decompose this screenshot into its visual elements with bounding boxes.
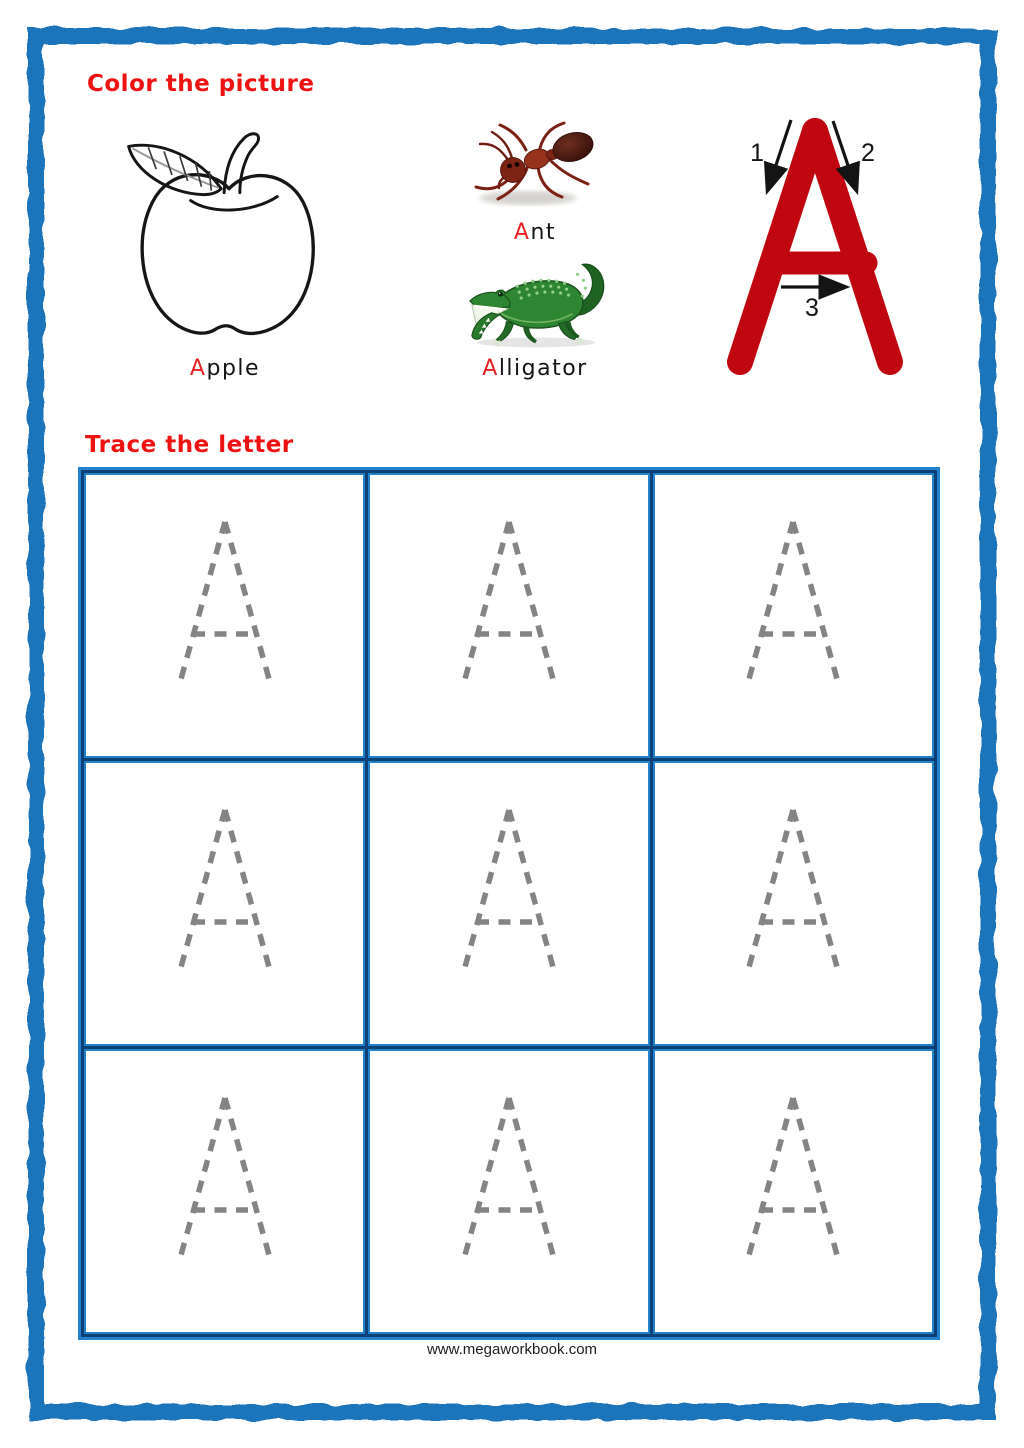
apple-label-rest: pple [206,356,261,381]
alligator-label-rest: lligator [498,356,588,381]
dashed-letter-a [165,804,285,980]
website-footer: www.megaworkbook.com [426,1341,598,1358]
dashed-letter-a [449,804,569,980]
apple-label [100,356,350,381]
trace-cell [653,473,934,758]
ant-label-initial: A [513,220,531,245]
trace-cell [653,761,934,1046]
trace-cell [84,1049,365,1334]
apple-line-art [105,110,355,356]
alligator-label-initial: A [482,356,499,381]
ant-image [466,118,596,208]
dashed-letter-a [449,516,569,692]
alligator-image [462,252,610,349]
trace-cell [368,761,649,1046]
stroke-number-2: 2 [861,139,875,167]
dashed-letter-a [165,1092,285,1268]
trace-cell [84,761,365,1046]
dashed-letter-a [733,1092,853,1268]
letter-a-model [718,95,918,395]
dashed-letter-a [449,1092,569,1268]
heading-trace-the-letter: Trace the letter [85,432,294,458]
alligator-label [425,356,645,381]
trace-grid [78,467,940,1340]
dashed-letter-a [733,804,853,980]
trace-cell [84,473,365,758]
dashed-letter-a [733,516,853,692]
heading-color-the-picture: Color the picture [87,71,315,97]
trace-cell [368,1049,649,1334]
ant-label-rest: nt [530,220,557,245]
dashed-letter-a [165,516,285,692]
ant-label [425,220,645,245]
apple-label-initial: A [189,356,207,381]
stroke-number-3: 3 [805,294,819,322]
trace-cell [368,473,649,758]
trace-cell [653,1049,934,1334]
stroke-number-1: 1 [750,139,764,167]
